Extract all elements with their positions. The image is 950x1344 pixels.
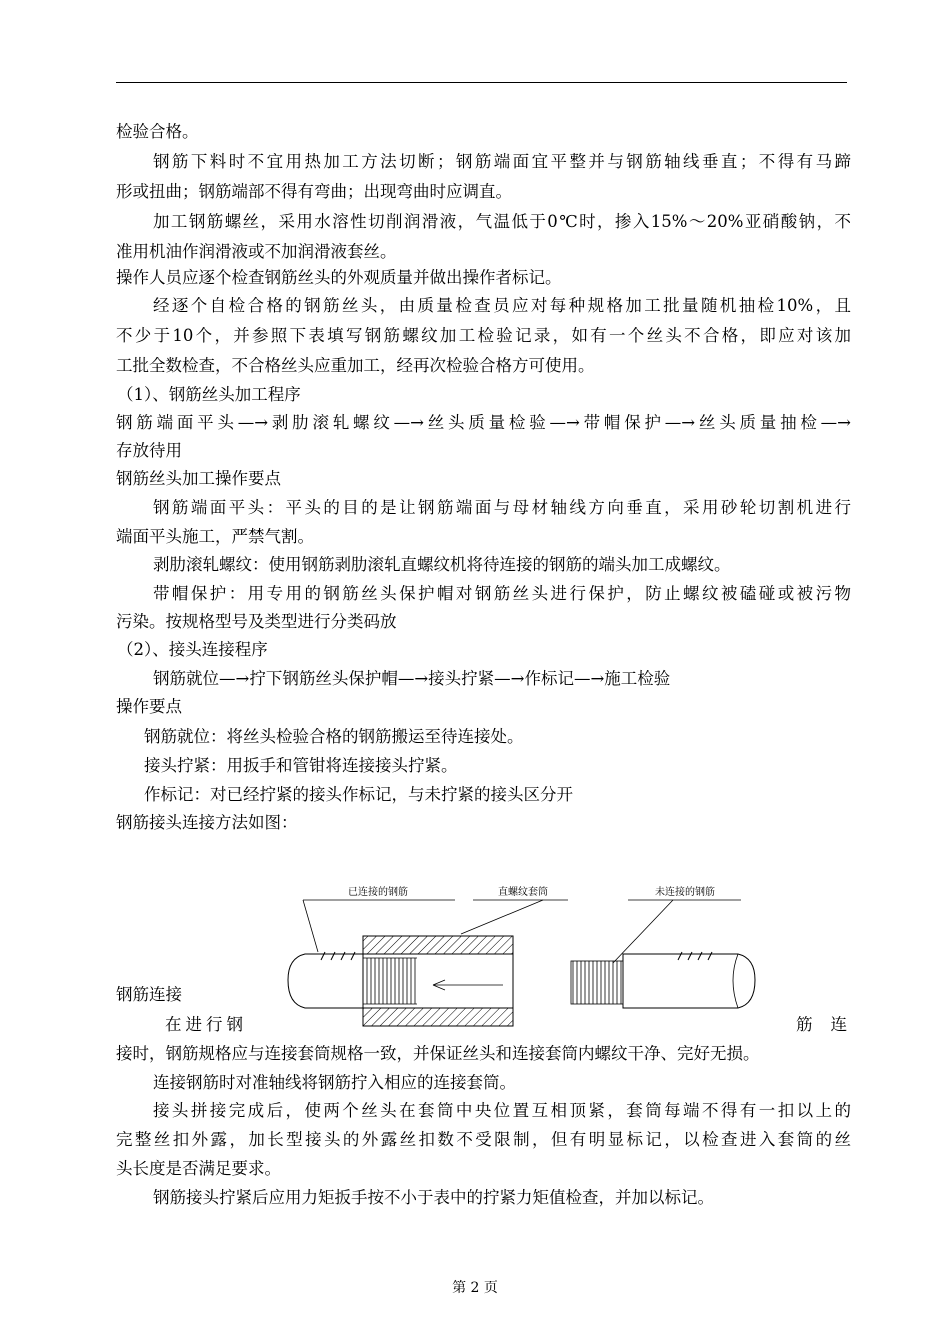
- subheading: 操作要点: [116, 697, 182, 716]
- paragraph-line: 操作人员应逐个检查钢筋丝头的外观质量并做出操作者标记。: [116, 268, 562, 287]
- wrap-text-right: 筋 连: [796, 1015, 847, 1034]
- section-heading: （2）、接头连接程序: [117, 640, 268, 659]
- paragraph-line: 带帽保护：用专用的钢筋丝头保护帽对钢筋丝头进行保护，防止螺纹被磕碰或被污物: [153, 584, 851, 603]
- paragraph-line: 剥肋滚轧螺纹：使用钢筋剥肋滚轧直螺纹机将待连接的钢筋的端头加工成螺纹。: [153, 555, 731, 574]
- process-flow: 钢筋端面平头—→剥肋滚轧螺纹—→丝头质量检验—→带帽保护—→丝头质量抽检—→: [116, 413, 851, 432]
- rebar-connection-figure: [283, 868, 763, 1048]
- figure-side-label: 钢筋连接: [116, 985, 182, 1004]
- label-sleeve: 直螺纹套筒: [498, 887, 548, 898]
- paragraph-line: 完整丝扣外露，加长型接头的外露丝扣数不受限制，但有明显标记，以检查进入套筒的丝: [116, 1130, 851, 1149]
- paragraph-line: 钢筋接头拧紧后应用力矩扳手按不小于表中的拧紧力矩值检查，并加以标记。: [153, 1188, 714, 1207]
- paragraph-line: 不少于10个，并参照下表填写钢筋螺纹加工检验记录，如有一个丝头不合格，即应对该加: [116, 326, 851, 345]
- paragraph-line: 接头拼接完成后，使两个丝头在套筒中央位置互相顶紧，套筒每端不得有一扣以上的: [153, 1101, 851, 1120]
- paragraph-line: 污染。按规格型号及类型进行分类码放: [116, 612, 397, 631]
- subheading: 钢筋丝头加工操作要点: [116, 469, 281, 488]
- label-unconnected: 未连接的钢筋: [655, 887, 715, 898]
- paragraph-line: 接头拧紧：用扳手和管钳将连接接头拧紧。: [144, 756, 458, 775]
- process-flow: 钢筋就位—→拧下钢筋丝头保护帽—→接头拧紧—→作标记—→施工检验: [153, 669, 671, 688]
- paragraph-line: 形或扭曲；钢筋端部不得有弯曲；出现弯曲时应调直。: [116, 182, 512, 201]
- paragraph-line: 接时，钢筋规格应与连接套筒规格一致，并保证丝头和连接套筒内螺纹干净、完好无损。: [116, 1044, 760, 1063]
- paragraph-line: 钢筋下料时不宜用热加工方法切断；钢筋端面宜平整并与钢筋轴线垂直；不得有马蹄: [153, 152, 851, 171]
- process-flow: 存放待用: [116, 441, 182, 460]
- wrap-text-left: 在进行钢: [165, 1015, 247, 1034]
- paragraph-line: 经逐个自检合格的钢筋丝头，由质量检查员应对每种规格加工批量随机抽检10%，且: [153, 296, 851, 315]
- page-number: 第 2 页: [452, 1280, 498, 1296]
- paragraph-line: 头长度是否满足要求。: [116, 1159, 281, 1178]
- paragraph-line: 连接钢筋时对准轴线将钢筋拧入相应的连接套筒。: [153, 1073, 516, 1092]
- paragraph-line: 工批全数检查，不合格丝头应重加工，经再次检验合格方可使用。: [116, 356, 595, 375]
- paragraph-line: 钢筋就位：将丝头检验合格的钢筋搬运至待连接处。: [144, 727, 524, 746]
- label-connected: 已连接的钢筋: [348, 887, 408, 898]
- paragraph-line: 端面平头施工，严禁气割。: [116, 527, 314, 546]
- header-rule: [116, 82, 847, 83]
- paragraph-line: 准用机油作润滑液或不加润滑液套丝。: [116, 242, 397, 261]
- paragraph-line: 检验合格。: [116, 122, 199, 141]
- paragraph-line: 钢筋接头连接方法如图：: [116, 813, 298, 832]
- paragraph-line: 钢筋端面平头：平头的目的是让钢筋端面与母材轴线方向垂直，采用砂轮切割机进行: [153, 498, 851, 517]
- paragraph-line: 加工钢筋螺丝，采用水溶性切削润滑液，气温低于0℃时，掺入15%～20%亚硝酸钠，不: [153, 212, 851, 231]
- paragraph-line: 作标记：对已经拧紧的接头作标记，与未拧紧的接头区分开: [144, 785, 573, 804]
- section-heading: （1）、钢筋丝头加工程序: [117, 385, 301, 404]
